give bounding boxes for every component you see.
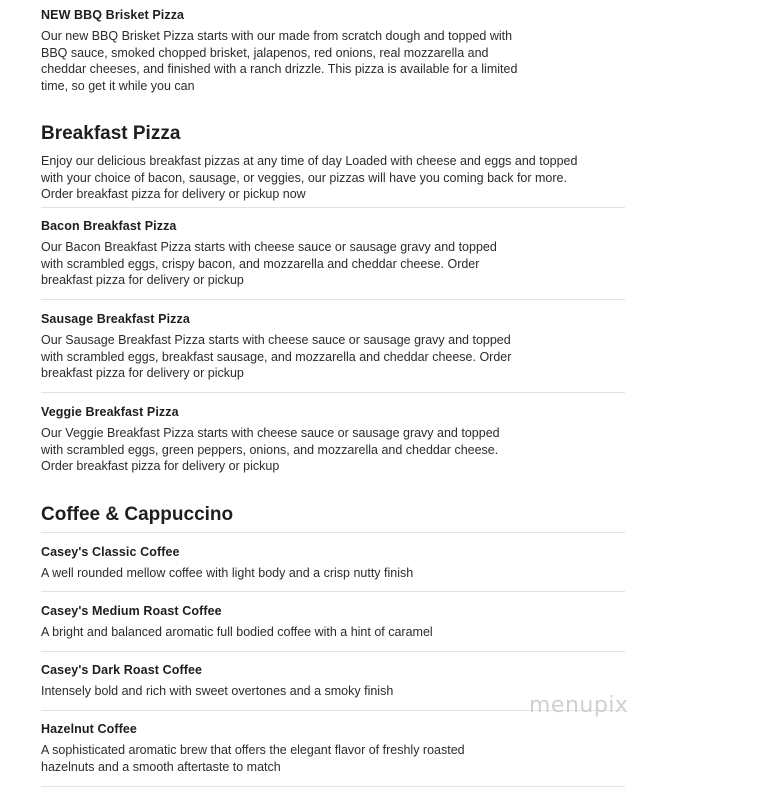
menu-item-description [41, 565, 413, 582]
divider [41, 651, 625, 652]
menu-item-description [41, 425, 500, 475]
menu-item-description [41, 332, 511, 382]
description-line: A bright and balanced aromatic full bodied coffee with a hint of caramel [41, 625, 433, 639]
description-line: Our new BBQ Brisket Pizza starts with our made from scratch dough and topped with [41, 29, 513, 43]
description-line: Enjoy our delicious breakfast pizzas at any time of day Loaded with cheese and eggs and topped [41, 154, 578, 168]
description-line: BBQ sauce, smoked chopped brisket, jalapenos, red onions, real mozzarella and [41, 45, 489, 60]
menu-item-description [41, 28, 517, 95]
menu-item-veggie-breakfast [41, 404, 179, 420]
divider [41, 392, 625, 393]
description-line: with scrambled eggs, crispy bacon, and mozzarella and cheddar cheese. Order [41, 256, 480, 271]
menu-item-title: Bacon Breakfast Pizza [41, 219, 177, 233]
description-line: Intensely bold and rich with sweet overtones and a smoky finish [41, 684, 394, 698]
description-line: with scrambled eggs, breakfast sausage, and mozzarella and cheddar cheese. Order [41, 349, 512, 364]
menu-item-title: Casey's Medium Roast Coffee [41, 604, 222, 618]
menu-item-description [41, 742, 465, 775]
menu-item-title: Veggie Breakfast Pizza [41, 405, 179, 419]
divider [41, 591, 625, 592]
description-line: breakfast pizza for delivery or pickup [41, 273, 244, 288]
divider [41, 299, 625, 300]
description-line: Our Veggie Breakfast Pizza starts with cheese sauce or sausage gravy and topped [41, 426, 500, 440]
section-description [41, 153, 577, 203]
description-line: A sophisticated aromatic brew that offers the elegant flavor of freshly roasted [41, 743, 465, 757]
description-line: Order breakfast pizza for delivery or pickup [41, 459, 280, 474]
menupix-watermark: menupix [529, 693, 629, 718]
menu-item-description [41, 624, 433, 641]
menu-item-bbq-brisket [41, 7, 184, 23]
menu-item-title: NEW BBQ Brisket Pizza [41, 8, 185, 22]
divider [41, 786, 625, 787]
description-line: Our Bacon Breakfast Pizza starts with cheese sauce or sausage gravy and topped [41, 240, 497, 254]
section-title: Breakfast Pizza [41, 123, 181, 144]
description-line: time, so get it while you can [41, 79, 195, 94]
divider [41, 532, 625, 533]
description-line: hazelnuts and a smooth aftertaste to match [41, 759, 281, 774]
section-breakfast-pizza [41, 122, 180, 146]
menu-item-title: Casey's Dark Roast Coffee [41, 663, 203, 677]
description-line: with scrambled eggs, green peppers, onions, and mozzarella and cheddar cheese. [41, 442, 499, 457]
menu-item-bacon-breakfast [41, 218, 177, 234]
description-line: Our Sausage Breakfast Pizza starts with cheese sauce or sausage gravy and topped [41, 333, 511, 347]
menu-item-description [41, 683, 393, 700]
menu-item-description [41, 239, 497, 289]
description-line: A well rounded mellow coffee with light body and a crisp nutty finish [41, 566, 414, 580]
menu-item-sausage-breakfast [41, 311, 190, 327]
description-line: cheddar cheeses, and finished with a ranch drizzle. This pizza is available for a limited [41, 62, 518, 77]
menu-item-title: Casey's Classic Coffee [41, 545, 180, 559]
section-title: Coffee & Cappuccino [41, 504, 234, 525]
description-line: Order breakfast pizza for delivery or pickup now [41, 187, 306, 202]
divider [41, 207, 625, 208]
menu-item-dark-roast-coffee [41, 662, 202, 678]
menu-item-title: Sausage Breakfast Pizza [41, 312, 190, 326]
description-line: with your choice of bacon, sausage, or veggies, our pizzas will have you coming back for more. [41, 170, 567, 185]
menu-item-medium-roast-coffee [41, 603, 222, 619]
menu-item-hazelnut-coffee [41, 721, 137, 737]
menu-item-title: Hazelnut Coffee [41, 722, 137, 736]
menu-item-classic-coffee [41, 544, 180, 560]
section-coffee-cappuccino [41, 503, 233, 527]
description-line: breakfast pizza for delivery or pickup [41, 366, 244, 381]
